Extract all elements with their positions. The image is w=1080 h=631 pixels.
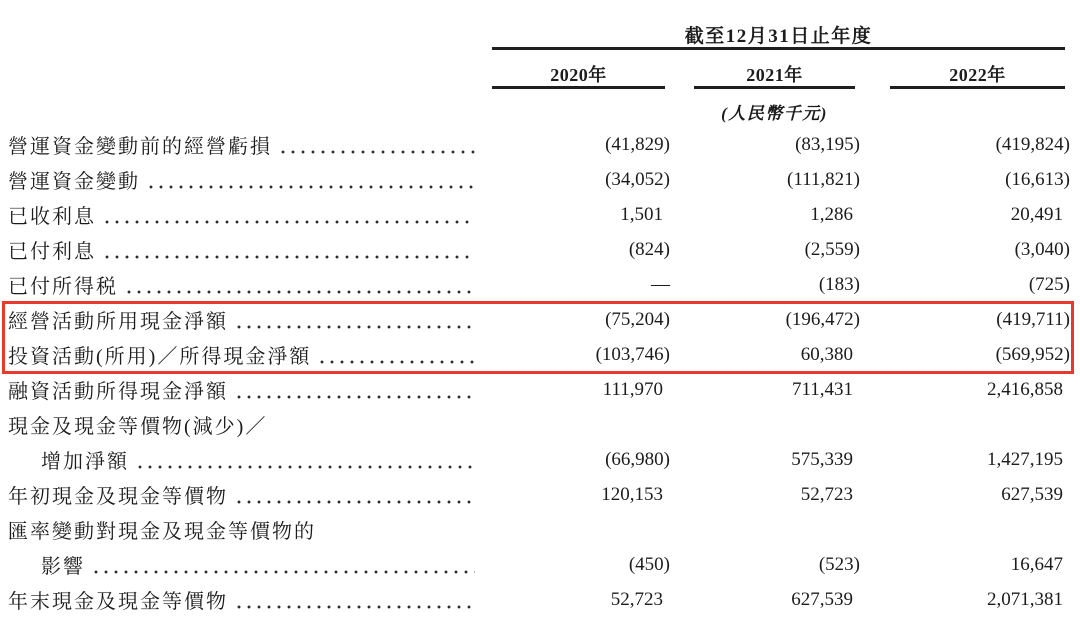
dot-leader: [234, 477, 475, 512]
value-2022年: 2,416,858: [987, 378, 1063, 400]
table-row: [8, 547, 1073, 582]
value-2020年: 52,723: [610, 588, 663, 610]
row-label-text: 已付所得税: [8, 276, 118, 298]
row-label-text: 營運資金變動: [8, 171, 140, 193]
value-2021年: (2,559): [804, 238, 860, 260]
value-2022年: (3,040): [1014, 238, 1070, 260]
row-label: [8, 442, 493, 477]
dot-leader: [146, 162, 475, 197]
value-2022年: (16,613): [1005, 168, 1070, 190]
value-2021年: 52,723: [800, 483, 853, 505]
value-2021年: 575,339: [791, 448, 853, 470]
row-label-text: 影響: [41, 556, 85, 578]
value-2022年: 627,539: [1001, 483, 1063, 505]
table-row: [8, 582, 1073, 617]
row-label: [8, 302, 493, 337]
table-row: [8, 477, 1073, 512]
dot-leader: [278, 127, 475, 162]
table-row: [8, 302, 1073, 337]
row-label-text: 已付利息: [8, 241, 96, 263]
row-label-text: 年末現金及現金等價物: [8, 591, 228, 613]
value-2022年: (419,824): [995, 133, 1070, 155]
row-label: [8, 512, 493, 547]
value-2021年: 711,431: [791, 378, 853, 400]
table-row: [8, 337, 1073, 372]
value-2021年: (183): [818, 273, 860, 295]
row-label: [8, 267, 493, 302]
value-2020年: (75,204): [605, 308, 670, 330]
value-2022年: (569,952): [995, 343, 1070, 365]
value-2020年: (824): [628, 238, 670, 260]
row-label: [8, 407, 493, 442]
value-2021年: 60,380: [800, 343, 853, 365]
dot-leader: [317, 337, 475, 372]
value-2021年: 1,286: [810, 203, 853, 225]
row-label: [8, 127, 493, 162]
dot-leader: [102, 232, 475, 267]
row-label: [8, 582, 493, 617]
table-row: [8, 232, 1073, 267]
table-row: [8, 372, 1073, 407]
value-2022年: (419,711): [996, 308, 1070, 330]
column-header-2020-label: 2020年: [550, 65, 607, 85]
dot-leader: [135, 442, 475, 477]
table-row: [8, 407, 1073, 442]
table-row: [8, 127, 1073, 162]
value-2022年: 20,491: [1010, 203, 1063, 225]
table-row: [8, 442, 1073, 477]
row-label: [8, 232, 493, 267]
dot-leader: [124, 267, 475, 302]
dot-leader: [102, 197, 475, 232]
row-label: [8, 372, 493, 407]
value-2020年: (450): [628, 553, 670, 575]
value-2022年: 2,071,381: [987, 588, 1063, 610]
value-2020年: (66,980): [605, 448, 670, 470]
table-row: [8, 267, 1073, 302]
value-2022年: 1,427,195: [987, 448, 1063, 470]
row-label-text: 現金及現金等價物(減少)／: [8, 416, 268, 438]
table-row: [8, 197, 1073, 232]
table-row: [8, 512, 1073, 547]
column-header-2020: [492, 61, 665, 89]
row-label: [8, 197, 493, 232]
row-label: [8, 477, 493, 512]
row-label-text: 經營活動所用現金淨額: [8, 311, 228, 333]
value-2020年: —: [651, 273, 670, 295]
row-label-text: 增加淨額: [41, 451, 129, 473]
value-2020年: (103,746): [595, 343, 670, 365]
period-header: [492, 23, 1065, 50]
row-label-text: 匯率變動對現金及現金等價物的: [8, 521, 316, 543]
row-label: [8, 547, 493, 582]
row-label-text: 投資活動(所用)／所得現金淨額: [8, 346, 312, 368]
value-2021年: (196,472): [785, 308, 860, 330]
value-2022年: 16,647: [1010, 553, 1063, 575]
table-body: [8, 127, 1073, 617]
currency-unit-note: (人民幣千元): [721, 104, 828, 123]
column-header-2021-label: 2021年: [746, 65, 803, 85]
value-2021年: (111,821): [787, 168, 860, 190]
column-header-2021: [694, 61, 855, 89]
dot-leader: [234, 582, 475, 617]
dot-leader: [91, 547, 475, 582]
value-2021年: 627,539: [791, 588, 853, 610]
value-2020年: 111,970: [602, 378, 663, 400]
value-2020年: (41,829): [605, 133, 670, 155]
value-2020年: 120,153: [601, 483, 663, 505]
value-2020年: 1,501: [620, 203, 663, 225]
dot-leader: [234, 372, 475, 407]
row-label-text: 營運資金變動前的經營虧損: [8, 136, 272, 158]
period-header-label: 截至12月31日止年度: [684, 26, 873, 47]
value-2022年: (725): [1028, 273, 1070, 295]
value-2020年: (34,052): [605, 168, 670, 190]
column-header-2022: [890, 61, 1065, 89]
table-row: [8, 162, 1073, 197]
column-header-2022-label: 2022年: [949, 65, 1006, 85]
dot-leader: [234, 302, 475, 337]
value-2021年: (83,195): [795, 133, 860, 155]
row-label: [8, 162, 493, 197]
row-label: [8, 337, 493, 372]
row-label-text: 年初現金及現金等價物: [8, 486, 228, 508]
value-2021年: (523): [818, 553, 860, 575]
row-label-text: 已收利息: [8, 206, 96, 228]
row-label-text: 融資活動所得現金淨額: [8, 381, 228, 403]
